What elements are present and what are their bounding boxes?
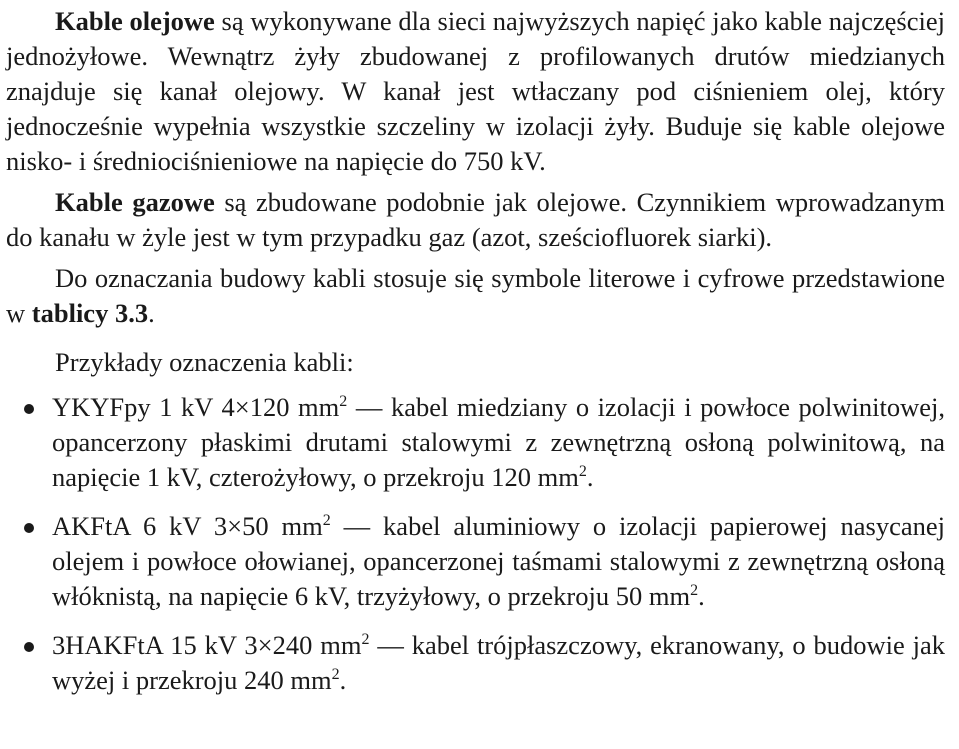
- bullet-icon: [24, 642, 34, 652]
- table-reference: tablicy 3.3: [31, 298, 149, 328]
- cable-description: — kabel aluminiowy o izolacji papierowej nasycanej olejem i powłoce ołowianej, opancerzonej taśmami stalowymi z zewnętrzną osłoną włóknistą, na napięcie 6 kV, trzyżyłowy, o przekroju 50 mm: [52, 511, 945, 611]
- cable-code: 3HAKFtA 15 kV 3×240 mm: [52, 630, 362, 660]
- term-oil-cables: Kable olejowe: [55, 6, 215, 36]
- paragraph-text: Do oznaczania budowy kabli stosuje się symbole literowe i cyfrowe przedstawione w: [6, 263, 945, 328]
- superscript: 2: [322, 512, 331, 529]
- superscript: 2: [331, 666, 340, 683]
- superscript: 2: [339, 393, 348, 410]
- bullet-icon: [24, 404, 34, 414]
- paragraph-text: są wykonywane dla sieci najwyższych napięć jako kable najczęściej jednożyłowe. Wewnątrz żyły zbudowanej z profilowanych drutów miedzianych znajduje się kanał olejowy. W kanał jest wtłaczany pod ciśnieniem olej, który jednocześnie wypełnia wszystkie szczeliny w izolacji żyły. Buduje się kable olejowe nisko- i średniociśnieniowe na napięcie do 750 kV.: [6, 6, 945, 176]
- cable-code: AKFtA 6 kV 3×50 mm: [52, 511, 323, 541]
- sentence-end: .: [586, 462, 594, 492]
- cable-code: YKYFpy 1 kV 4×120 mm: [52, 392, 340, 422]
- paragraph-table-reference: [6, 261, 945, 331]
- paragraph-gas-cables: [6, 185, 945, 255]
- sentence-end: .: [339, 665, 347, 695]
- paragraph-oil-cables: [6, 4, 945, 179]
- list-item: [6, 509, 945, 614]
- term-gas-cables: Kable gazowe: [55, 187, 215, 217]
- cable-description: — kabel miedziany o izolacji i powłoce polwinitowej, opancerzony płaskimi drutami stalowymi z zewnętrzną osłoną polwinitową, na napięcie 1 kV, czterożyłowy, o przekroju 120 mm: [52, 392, 946, 492]
- superscript: 2: [690, 582, 699, 599]
- cable-description: — kabel trójpłaszczowy, ekranowany, o budowie jak wyżej i przekroju 240 mm: [52, 630, 945, 695]
- paragraph-text: .: [148, 298, 155, 328]
- paragraph-text: są zbudowane podobnie jak olejowe. Czynnikiem wprowadzanym do kanału w żyle jest w tym przypadku gaz (azot, sześciofluorek siarki).: [6, 187, 946, 252]
- superscript: 2: [578, 463, 587, 480]
- bullet-icon: [24, 523, 34, 533]
- examples-intro: Przykłady oznaczenia kabli:: [55, 347, 354, 377]
- examples-list: [6, 390, 945, 698]
- list-item: [6, 628, 945, 698]
- superscript: 2: [361, 631, 370, 648]
- sentence-end: .: [698, 581, 705, 611]
- list-item: [6, 390, 945, 495]
